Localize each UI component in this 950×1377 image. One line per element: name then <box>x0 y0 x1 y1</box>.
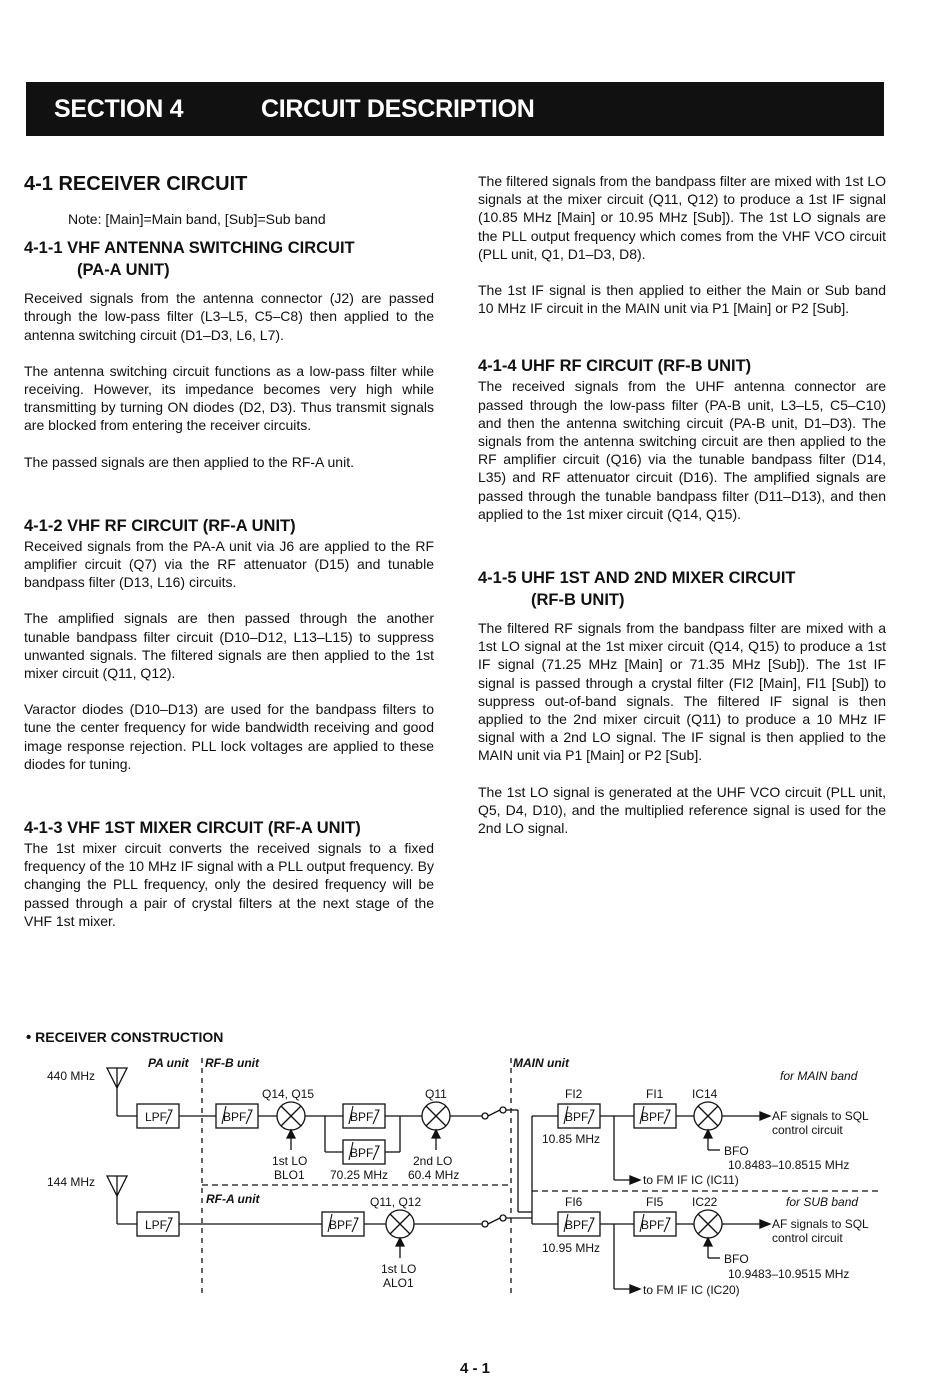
antenna-144-label: 144 MHz <box>47 1175 96 1189</box>
bpf-label: BPF <box>641 1110 665 1124</box>
fi2-label: FI2 <box>565 1087 583 1101</box>
receiver-construction-diagram <box>0 1040 950 1310</box>
paragraph: The 1st IF signal is then applied to either the Main or Sub band 10 MHz IF circuit in the MAIN unit via P1 [Main] or P2 [Sub]. <box>478 282 886 317</box>
fi1-label: FI1 <box>646 1087 664 1101</box>
freq-604-label: 60.4 MHz <box>408 1168 460 1182</box>
heading-4-1-1-line1: 4-1-1 VHF ANTENNA SWITCHING CIRCUIT <box>24 239 355 258</box>
bfo-sub-label: BFO <box>724 1252 749 1266</box>
bpf-label: BPF <box>223 1110 247 1124</box>
af-main-line1: AF signals to SQL <box>772 1109 869 1123</box>
label-rfa-unit: RF-A unit <box>206 1192 260 1206</box>
heading-4-1: 4-1 RECEIVER CIRCUIT <box>24 173 248 195</box>
freq-7025-label: 70.25 MHz <box>330 1168 389 1182</box>
paragraph: The 1st mixer circuit converts the received signals to a fixed frequency of the 10 MHz IF signal with a PLL output frequency. By changing the PLL frequency, only the desired frequency will be passed through a pair of crystal filters at the next stage of the VHF 1st mixer. <box>24 840 434 929</box>
af-sub-line2: control circuit <box>772 1231 843 1245</box>
paragraph: Received signals from the antenna connector (J2) are passed through the low-pass filter (L3–L5, C5–C8) then applied to the antenna switching circuit (D1–D3, L6, L7). <box>24 290 434 343</box>
page-number: 4 - 1 <box>459 1360 490 1377</box>
q11-label: Q11 <box>425 1087 447 1101</box>
label-pa-unit: PA unit <box>148 1056 189 1070</box>
ic14-label: IC14 <box>692 1087 718 1101</box>
lpf-vhf-label: LPF <box>145 1218 168 1232</box>
bfo-main-freq: 10.8483–10.8515 MHz <box>728 1158 850 1172</box>
paragraph: The amplified signals are then passed through the another tunable bandpass filter circuit (D10–D12, L13–L15) to suppress unwanted signals. The filtered signals are then applied to the 1st mixer circuit (Q11, Q12). <box>24 610 434 682</box>
left-column <box>24 172 434 930</box>
paragraph: The filtered signals from the bandpass filter are mixed with 1st LO signals at the mixer circuit (Q11, Q12) to produce a 1st IF signal (10.85 MHz [Main] or 10.95 MHz [Sub]). The 1st LO signals are the PLL output frequency which comes from the VHF VCO circuit (PLL unit, Q1, D1–D3, D8). <box>478 173 886 262</box>
af-main-line2: control circuit <box>772 1123 843 1137</box>
heading-4-1-3: 4-1-3 VHF 1ST MIXER CIRCUIT (RF-A UNIT) <box>24 819 361 838</box>
alo1-label: ALO1 <box>383 1276 414 1290</box>
bullet-icon: • <box>26 1029 32 1046</box>
paragraph: The 1st LO signal is generated at the UHF VCO circuit (PLL unit, Q5, D4, D10), and the multiplied reference signal is used for the 2nd LO signal. <box>478 783 886 837</box>
heading-4-1-1-line2: (PA-A UNIT) <box>77 261 170 280</box>
q14q15-label: Q14, Q15 <box>262 1087 315 1101</box>
heading-4-1-1 <box>24 237 434 281</box>
fm-if-main-label: to FM IF IC (IC11) <box>643 1173 739 1187</box>
heading-4-1-5 <box>478 567 886 611</box>
freq-1095-label: 10.95 MHz <box>542 1241 601 1255</box>
label-rfb-unit: RF-B unit <box>205 1056 259 1070</box>
band-note: Note: [Main]=Main band, [Sub]=Sub band <box>68 211 326 227</box>
freq-1085-label: 10.85 MHz <box>542 1132 601 1146</box>
uhf-1st-lo-label: 1st LO <box>272 1154 308 1168</box>
heading-4-1-2: 4-1-2 VHF RF CIRCUIT (RF-A UNIT) <box>24 516 296 535</box>
bfo-sub-freq: 10.9483–10.9515 MHz <box>728 1267 850 1281</box>
bpf-label: BPF <box>641 1218 665 1232</box>
af-sub-line1: AF signals to SQL <box>772 1217 869 1231</box>
antenna-440-label: 440 MHz <box>47 1069 96 1083</box>
label-main-unit: MAIN unit <box>513 1056 569 1070</box>
section-title: CIRCUIT DESCRIPTION <box>261 95 535 123</box>
bpf-label: BPF <box>565 1218 589 1232</box>
fi5-label: FI5 <box>646 1195 664 1209</box>
lpf-uhf-label: LPF <box>145 1110 168 1124</box>
paragraph: Received signals from the PA-A unit via J6 are applied to the RF amplifier circuit (Q7) via the RF attenuator (D15) and tunable bandpass filter (D13, L16) circuits. <box>24 537 434 591</box>
paragraph: The received signals from the UHF antenna connector are passed through the low-pass filter (PA-B unit, L3–L5, C5–C10) and then the antenna switching circuit (PA-B unit, D1–D3). The signals from the antenna switching circuit are then applied to the RF amplifier circuit (Q16) via the tunable bandpass filter (D14, L35) and RF attenuator circuit (D16). The amplified signals are passed through the tunable bandpass filter (D11–D13), and then applied to the 1st mixer circuit (Q14, Q15). <box>478 378 886 522</box>
fm-if-sub-label: to FM IF IC (IC20) <box>643 1283 740 1297</box>
2nd-lo-label: 2nd LO <box>413 1154 453 1168</box>
section-number: SECTION 4 <box>54 95 184 123</box>
paragraph: The filtered RF signals from the bandpass filter are mixed with a 1st LO signal at the 1st mixer circuit (Q14, Q15) to produce a 1st IF signal (71.25 MHz [Main] or 71.35 MHz [Sub]). The 1st IF signal is passed through a crystal filter (FI2 [Main], FI1 [Sub]) to suppress out-of-band signals. The filtered IF signal is then applied to the 2nd mixer circuit (Q11) to produce a 10 MHz IF signal with a 2nd LO signal. The IF signal is then applied to the MAIN unit via P1 [Main] or P2 [Sub]. <box>478 620 886 764</box>
q11q12-label: Q11, Q12 <box>370 1195 422 1209</box>
bfo-main-label: BFO <box>724 1144 749 1158</box>
for-main-band-label: for MAIN band <box>780 1069 858 1083</box>
paragraph: The passed signals are then applied to the RF-A unit. <box>24 453 354 470</box>
for-sub-band-label: for SUB band <box>786 1195 859 1209</box>
ic22-label: IC22 <box>692 1195 718 1209</box>
section-header <box>26 82 884 136</box>
bpf-label: BPF <box>350 1146 374 1160</box>
bpf-label: BPF <box>350 1110 374 1124</box>
diagram-title-text: RECEIVER CONSTRUCTION <box>35 1029 224 1045</box>
bpf-label: BPF <box>329 1218 353 1232</box>
paragraph: The antenna switching circuit functions as a low-pass filter while receiving. However, its impedance becomes very high while transmitting by turning ON diodes (D2, D3). Thus transmit signals are blocked from entering the receiver circuits. <box>24 362 434 434</box>
heading-4-1-5-line2: (RF-B UNIT) <box>531 591 625 610</box>
heading-4-1-4: 4-1-4 UHF RF CIRCUIT (RF-B UNIT) <box>478 357 752 376</box>
right-column <box>478 172 886 837</box>
heading-4-1-5-line1: 4-1-5 UHF 1ST AND 2ND MIXER CIRCUIT <box>478 569 796 588</box>
fi6-label: FI6 <box>565 1195 583 1209</box>
blo1-label: BLO1 <box>274 1168 305 1182</box>
vhf-1st-lo-label: 1st LO <box>381 1262 417 1276</box>
paragraph: Varactor diodes (D10–D13) are used for the bandpass filters to tune the center frequency for wide bandwidth receiving and good image response rejection. PLL lock voltages are applied to these diodes for tuning. <box>24 701 434 772</box>
bpf-label: BPF <box>565 1110 589 1124</box>
